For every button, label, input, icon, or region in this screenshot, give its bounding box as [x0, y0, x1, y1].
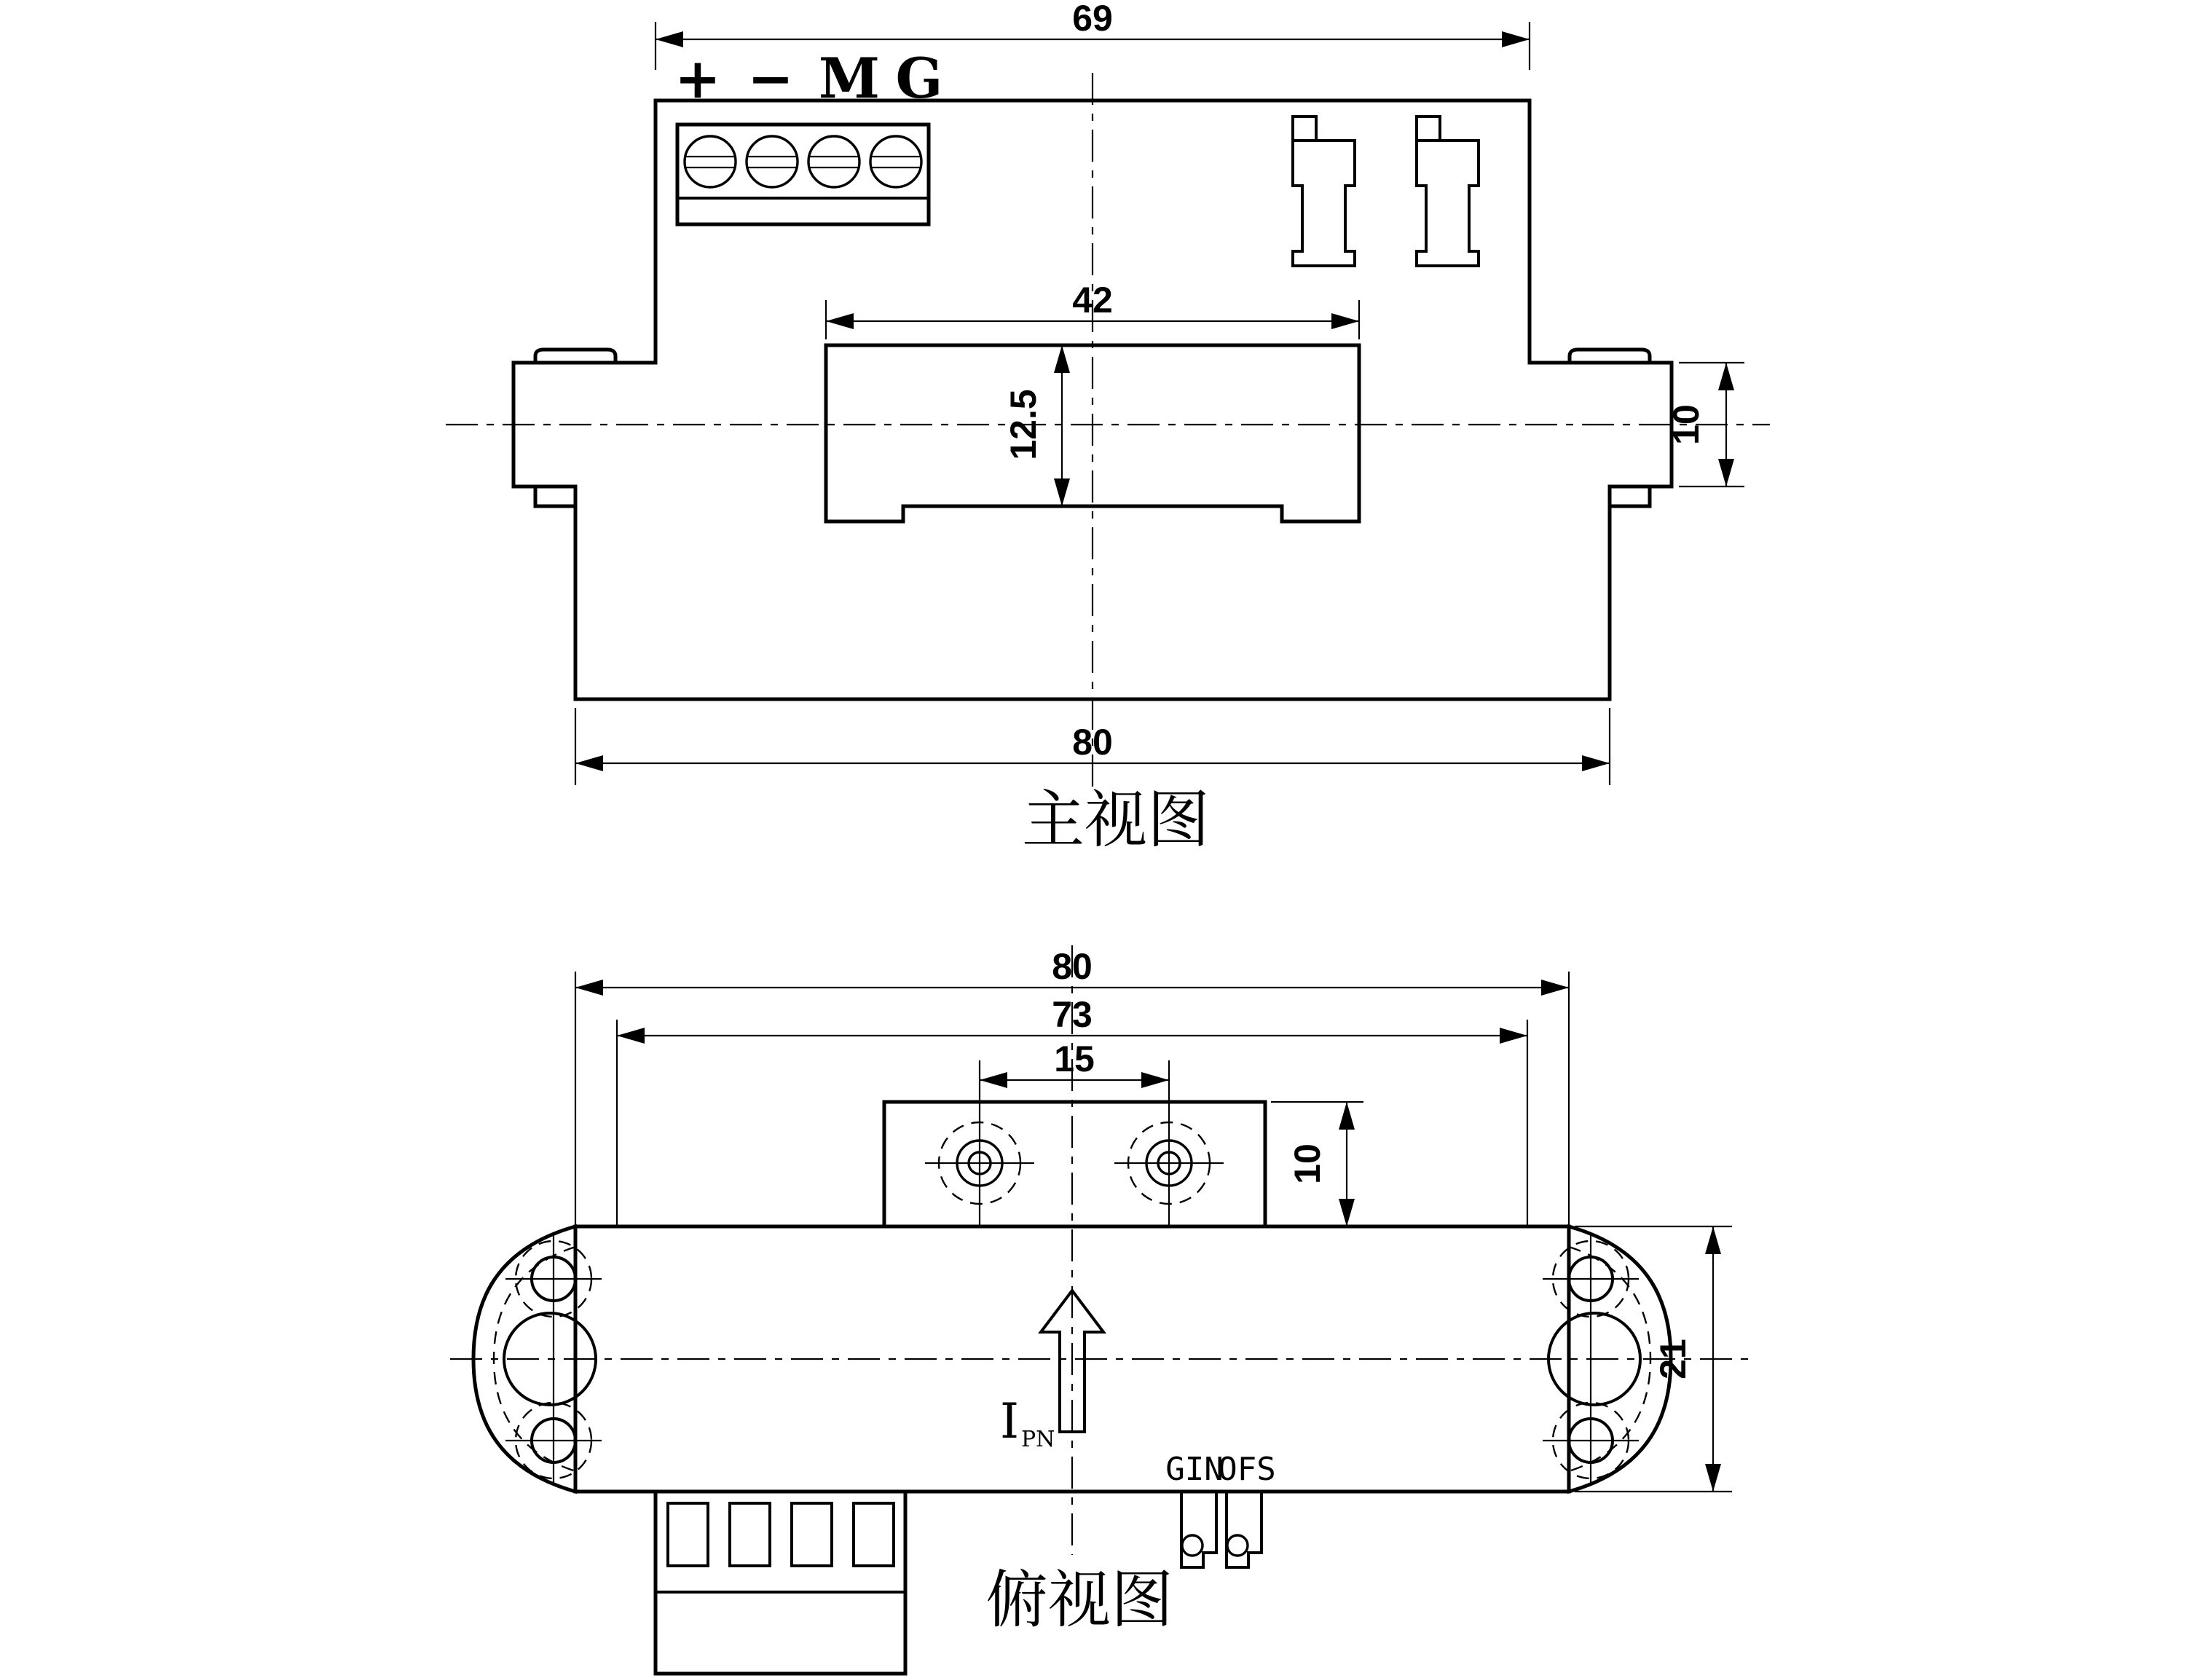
terminal-label-plus: + [674, 46, 721, 111]
front-view [446, 0, 1770, 855]
dim-label-69: 69 [1072, 0, 1113, 39]
dim-label-42: 42 [1072, 280, 1113, 320]
dim-label-80-top: 80 [1052, 946, 1093, 987]
current-symbol: I [999, 1393, 1020, 1449]
pin-3 [792, 1503, 832, 1566]
terminal-screw-1 [685, 136, 736, 187]
trimmer-gain [1165, 1451, 1223, 1567]
dim-label-10-top: 10 [1287, 1143, 1328, 1184]
terminal-screw-4 [870, 136, 921, 187]
connector-2 [1417, 117, 1479, 266]
dim-flange-height [1666, 363, 1744, 487]
connector-1 [1293, 117, 1355, 266]
top-view [450, 945, 1748, 1674]
trimmer-offset-label: OFS [1218, 1451, 1276, 1488]
primary-current-arrow [1000, 1291, 1103, 1452]
trimmer-offset [1218, 1451, 1275, 1567]
busbar-hole-centerlines [980, 1060, 1169, 1226]
pin-4 [854, 1503, 894, 1566]
bottom-pin-connector [656, 1492, 905, 1674]
terminal-label-m: M [818, 46, 881, 111]
top-view-title: 俯视图 [985, 1565, 1173, 1635]
current-subscript: PN [1021, 1427, 1055, 1452]
din-clip-left [535, 487, 575, 506]
flange-bump-left [535, 350, 615, 363]
terminal-block-body [677, 125, 929, 224]
dim-label-12-5: 12.5 [1003, 389, 1044, 460]
dim-tab-depth [1271, 1102, 1363, 1226]
dim-label-80-front: 80 [1072, 722, 1113, 763]
dim-hole-spacing [980, 1039, 1169, 1088]
dim-label-15: 15 [1054, 1039, 1095, 1079]
terminal-label-g: G [895, 46, 943, 111]
trimmer-gain-label: GIN [1165, 1451, 1224, 1488]
flange-bump-right [1570, 350, 1650, 363]
dim-label-10-front: 10 [1666, 404, 1707, 445]
front-view-title: 主视图 [1022, 785, 1210, 855]
din-clip-right [1610, 487, 1650, 506]
pin-2 [730, 1503, 770, 1566]
dim-label-73: 73 [1052, 994, 1093, 1035]
dim-window-height [1003, 345, 1070, 506]
busbar-tab [884, 1060, 1265, 1226]
terminal-label-minus: − [747, 46, 794, 111]
terminal-screw-3 [808, 136, 859, 187]
dim-label-21: 21 [1653, 1339, 1693, 1379]
terminal-block [677, 125, 929, 224]
terminal-screw-2 [747, 136, 798, 187]
pin-1 [668, 1503, 708, 1566]
